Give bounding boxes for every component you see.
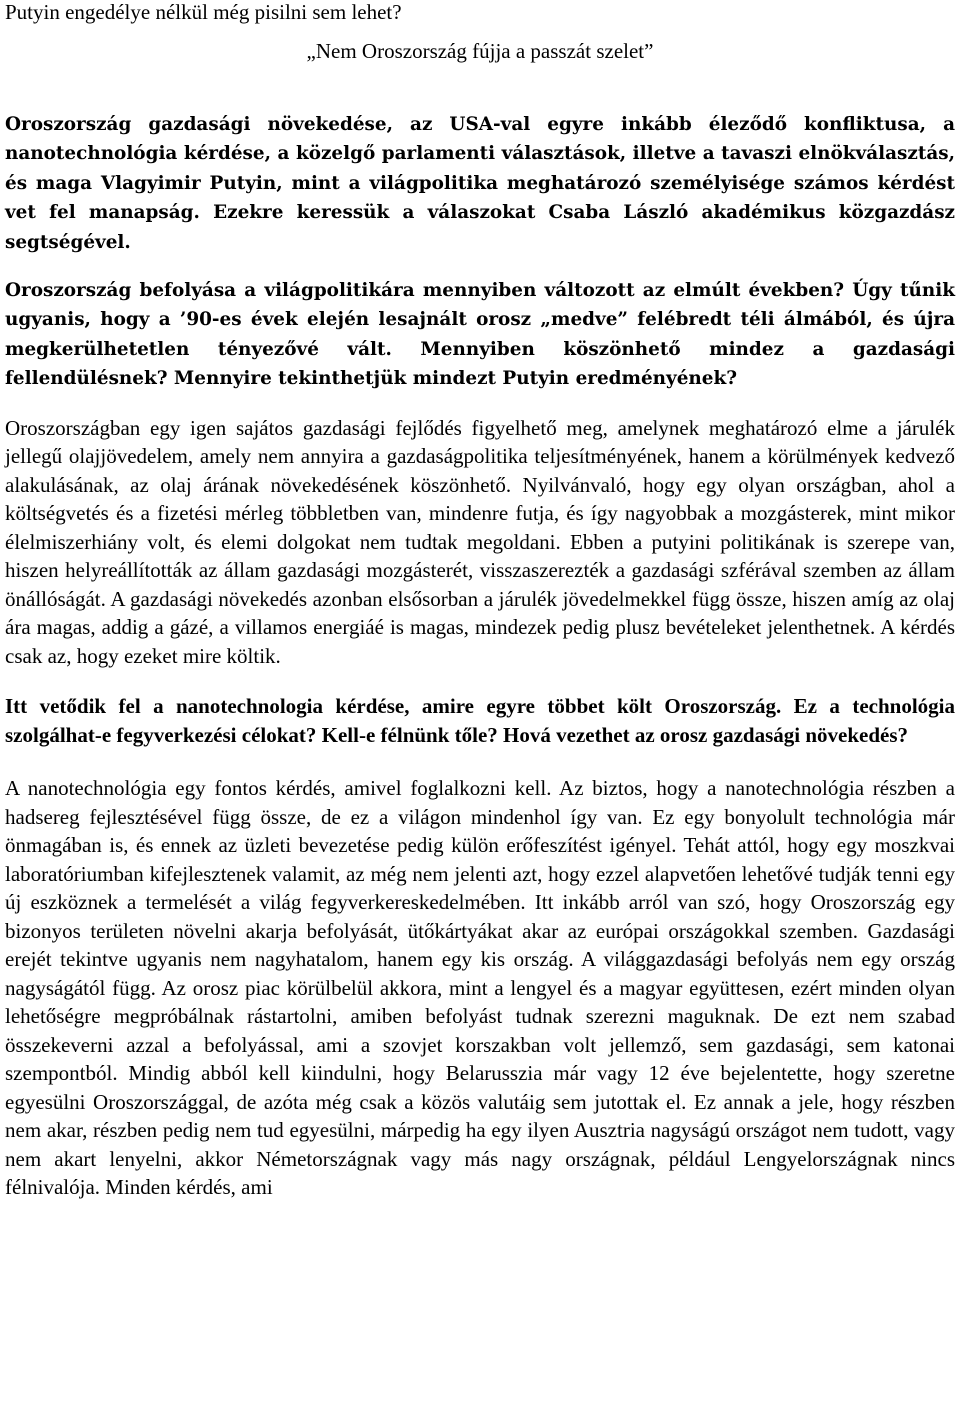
answer-1: Oroszországban egy igen sajátos gazdasági fejlődés figyelhető meg, amelynek meghatározó elme a járulék jellegű olajjövedelem, amely nem annyira a gazdaságpolitika teljesítményének, hanem a körülmények kedvező alakulásának, az olaj árának növekedésének köszönhető. Nyilvánvaló, hogy egy olyan országban, ahol a költségvetés és a fizetési mérleg többletben van, mindenre futja, és így nagyobbak a mozgásterek, mint mikor élelmiszerhiány volt, és elemi dolgokat nem tudtak megoldani. Ebben a putyini politikának is szerepe van, hiszen helyreállították az állam gazdasági mozgásterét, visszaszerezték a gazdasági szférával szemben az állam önállóságát. A gazdasági növekedés azonban elsősorban a járulék jövedelmekkel függ össze, hiszen amíg az olaj ára magas, addig a gázé, a villamos energiáé is magas, mindezek pedig plusz bevételeket jelenthetnek. A kérdés csak az, hogy ezeket mire költik.	[5, 415, 955, 668]
top-line: Putyin engedélye nélkül még pisilni sem lehet?	[5, 0, 402, 24]
lead-paragraph: Oroszország gazdasági növekedése, az USA-val egyre inkább éleződő konfliktusa, a nanotechnológia kérdése, a közelgő parlamenti választások, illetve a tavaszi elnökválasztás, és maga Vlagyimir Putyin, mint a világpolitika meghatározó személyisége számos kérdést vet fel manapság. Ezekre keressük a válaszokat Csaba László akadémikus közgazdász segtségével.	[5, 114, 955, 253]
document-page	[5, 0, 955, 1202]
article-title: „Nem Oroszország fújja a passzát szelet”	[306, 39, 654, 63]
question-1: Oroszország befolyása a világpolitikára mennyiben változott az elmúlt években? Úgy tűnik ugyanis, hogy a ’90-es évek elején lesajnált orosz „medve” felébredt téli álmából, és újra megkerülhetetlen tényezővé vált. Mennyiben köszönhető mindez a gazdasági fellendülésnek? Mennyire tekinthetjük mindezt Putyin eredményének?	[5, 280, 955, 390]
answer-2: A nanotechnológia egy fontos kérdés, amivel foglalkozni kell. Az biztos, hogy a nanotechnológia részben a hadsereg fejlesztésével függ össze, de ez a világon mindenhol így van. Ez egy bonyolult technológia már önmagában is, és ennek az üzleti bevezetése pedig külön erőfeszítést igényel. Tehát attól, hogy egy moszkvai laboratóriumban kifejlesztenek valamit, az még nem jelenti azt, hogy ezzel alapvetően lehetővé tudják tenni egy új eszköznek a termelését a világ fegyverkereskedelmében. Itt inkább arról van szó, hogy Oroszország egy bizonyos területen növelni akarja befolyását, ütőkártyákat akar az európai országokkal szemben. Gazdasági erejét tekintve ugyanis nem nagyhatalom, hanem egy kis ország. A világgazdasági befolyás nem egy ország nagyságától függ. Az orosz piac körülbelül akkora, mint a lengyel és a magyar együttesen, ezért minden olyan lehetőségre megpróbálnak rástartolni, amiben befolyást tudnak szerezni maguknak. De ezt nem szabad összekeverni azzal a befolyással, ami a szovjet korszakban volt jellemző, sem gazdasági, sem katonai szempontból. Mindig abból kell kiindulni, hogy Belarusszia már vagy 12 éve bejelentette, hogy szeretne egyesülni Oroszországgal, de azóta még csak a közös valutáig sem jutottak el. Ez annak a jele, hogy részben nem akar, részben pedig nem tud egyesülni, márpedig ha egy ilyen Ausztria nagyságú országot nem tudott, vagy nem akart lenyelni, akkor Németországnak vagy más nagy országnak, például Lengyelországnak nincs félnivalója. Minden kérdés, ami	[5, 776, 955, 1200]
question-2: Itt vetődik fel a nanotechnologia kérdése, amire egyre többet költ Oroszország. Ez a technológia szolgálhat-e fegyverkezési célokat? Kell-e félnünk tőle? Hová vezethet az orosz gazdasági növekedés?	[5, 694, 955, 748]
